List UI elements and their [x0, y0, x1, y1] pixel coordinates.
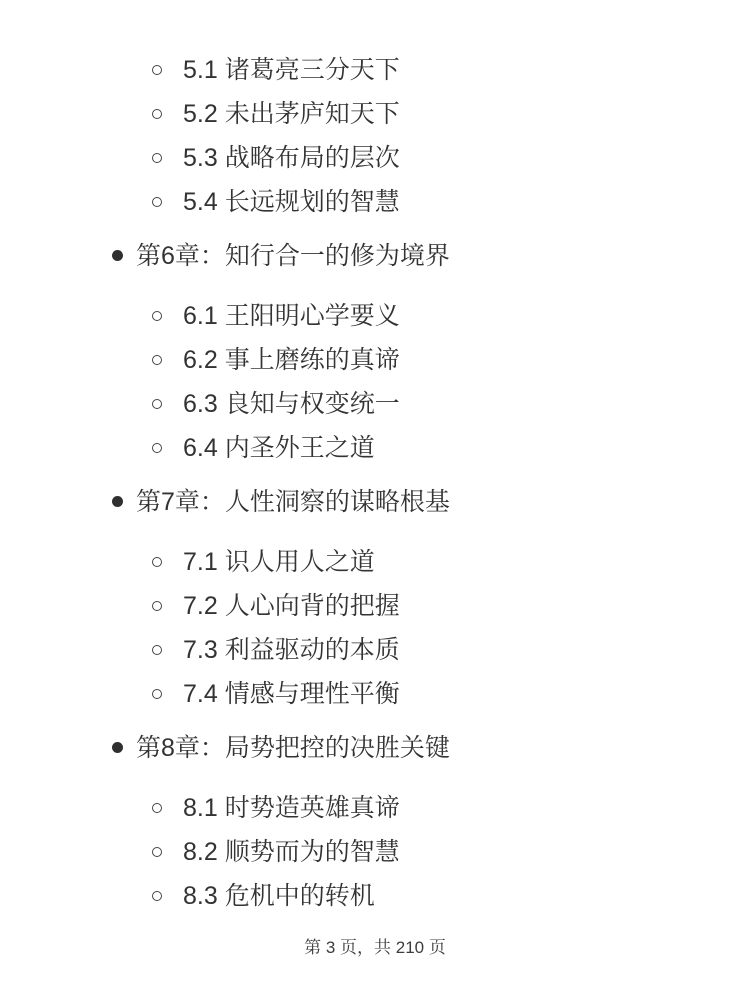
bullet-disc-icon — [112, 496, 123, 507]
toc-sub-item — [0, 628, 750, 672]
toc-sub-item — [0, 382, 750, 426]
toc-sub-item — [0, 584, 750, 628]
bullet-circle-icon — [152, 557, 162, 567]
toc-section-5 — [0, 48, 750, 224]
toc-sub-item-text: 5.2 未出茅庐知天下 — [183, 100, 400, 128]
bullet-circle-icon — [152, 311, 162, 321]
chapter-heading — [0, 480, 750, 524]
toc-sublist-5 — [0, 48, 750, 224]
toc-sub-item — [0, 540, 750, 584]
chapter-title: 第6章：知行合一的修为境界 — [136, 242, 450, 270]
toc-sub-item-text: 5.4 长远规划的智慧 — [183, 188, 400, 216]
toc-sub-item — [0, 294, 750, 338]
toc-sub-item — [0, 786, 750, 830]
toc-sub-item-text: 6.2 事上磨练的真谛 — [183, 346, 400, 374]
toc-sub-item-text: 7.2 人心向背的把握 — [183, 592, 400, 620]
toc-sub-item-text: 5.1 诸葛亮三分天下 — [183, 56, 400, 84]
chapter-title: 第7章：人性洞察的谋略根基 — [136, 488, 450, 516]
bullet-circle-icon — [152, 109, 162, 119]
toc-sub-item — [0, 338, 750, 382]
bullet-circle-icon — [152, 443, 162, 453]
chapter-heading — [0, 726, 750, 770]
toc-sublist-8 — [0, 786, 750, 918]
toc-sub-item-text: 5.3 战略布局的层次 — [183, 144, 400, 172]
toc-list — [0, 48, 750, 918]
toc-sublist-7 — [0, 540, 750, 716]
toc-sublist-6 — [0, 294, 750, 470]
bullet-disc-icon — [112, 742, 123, 753]
bullet-circle-icon — [152, 399, 162, 409]
bullet-circle-icon — [152, 65, 162, 75]
toc-sub-item — [0, 92, 750, 136]
toc-sub-item — [0, 830, 750, 874]
toc-sub-item-text: 8.1 时势造英雄真谛 — [183, 794, 400, 822]
toc-sub-item-text: 6.1 王阳明心学要义 — [183, 302, 400, 330]
bullet-circle-icon — [152, 803, 162, 813]
bullet-circle-icon — [152, 355, 162, 365]
bullet-circle-icon — [152, 601, 162, 611]
bullet-circle-icon — [152, 645, 162, 655]
toc-sub-item — [0, 874, 750, 918]
page-number-text: 第 3 页，共 210 页 — [304, 938, 446, 957]
toc-sub-item — [0, 136, 750, 180]
toc-sub-item-text: 8.2 顺势而为的智慧 — [183, 838, 400, 866]
toc-sub-item-text: 7.4 情感与理性平衡 — [183, 680, 400, 708]
toc-section-7 — [0, 480, 750, 716]
bullet-circle-icon — [152, 197, 162, 207]
toc-sub-item — [0, 180, 750, 224]
chapter-title: 第8章：局势把控的决胜关键 — [136, 734, 450, 762]
toc-sub-item-text: 6.3 良知与权变统一 — [183, 390, 400, 418]
bullet-circle-icon — [152, 689, 162, 699]
toc-sub-item — [0, 48, 750, 92]
bullet-circle-icon — [152, 153, 162, 163]
toc-section-6 — [0, 234, 750, 470]
bullet-disc-icon — [112, 250, 123, 261]
toc-sub-item — [0, 426, 750, 470]
toc-sub-item — [0, 672, 750, 716]
page-footer — [0, 938, 750, 958]
toc-sub-item-text: 8.3 危机中的转机 — [183, 882, 375, 910]
chapter-heading — [0, 234, 750, 278]
toc-sub-item-text: 6.4 内圣外王之道 — [183, 434, 375, 462]
bullet-circle-icon — [152, 847, 162, 857]
toc-section-8 — [0, 726, 750, 918]
toc-sub-item-text: 7.1 识人用人之道 — [183, 548, 375, 576]
bullet-circle-icon — [152, 891, 162, 901]
toc-sub-item-text: 7.3 利益驱动的本质 — [183, 636, 400, 664]
